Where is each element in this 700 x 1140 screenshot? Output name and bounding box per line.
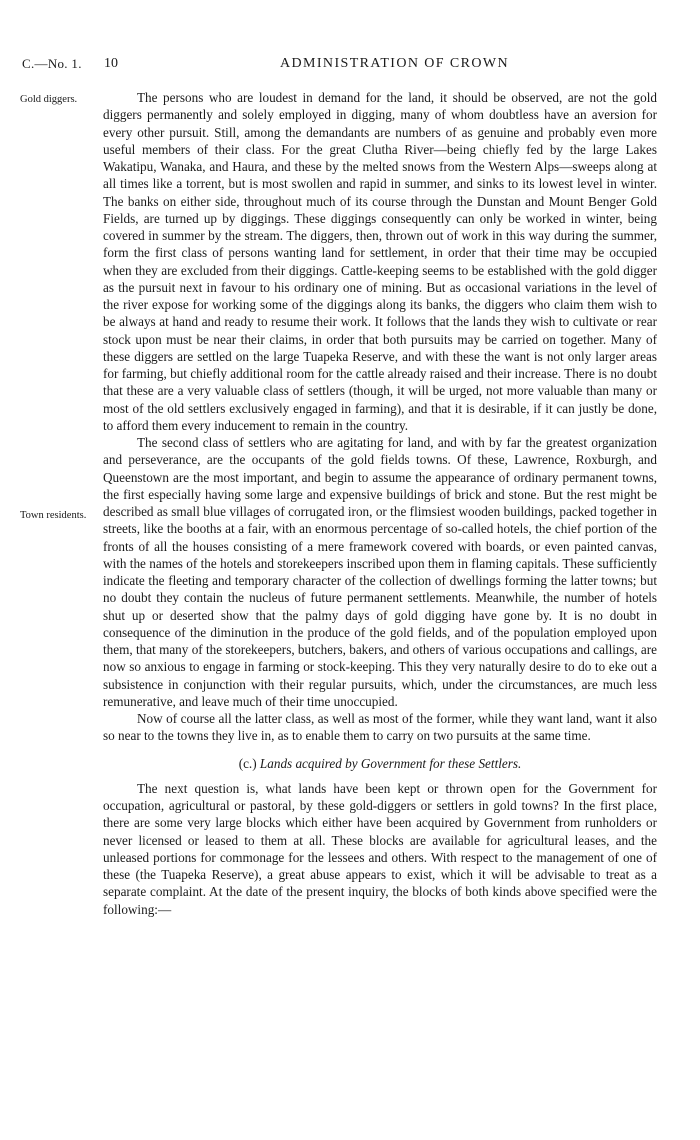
paragraph-lands-question: The next question is, what lands have been kept or thrown open for the Government for occupation, agricultural or pastoral, by these gold-diggers or settlers in gold towns? In the first place, there are some very large blocks which either have been acquired by Government from runholders or never licensed or leased to them at all. These blocks are available for agricultural leases, and the unleased portions for commonage for the lessees and others. With respect to the management of one of these (the Tuapeka Reserve), a great abuse appears to exist, which it will be advisable to treat as a separate complaint. At the date of the present inquiry, the blocks of both kinds above specified were the following:— bbox=[103, 780, 657, 917]
section-label: (c.) bbox=[238, 755, 257, 771]
page-number: 10 bbox=[104, 56, 118, 71]
section-title: Lands acquired by Government for these Settlers. bbox=[259, 755, 522, 771]
section-heading bbox=[103, 755, 657, 772]
margin-note-town-residents: Town residents. bbox=[20, 510, 87, 521]
paragraph-latter-class: Now of course all the latter class, as well as most of the former, while they want land, want it also so near to the towns they live in, as to enable them to carry on two pursuits at the same time. bbox=[103, 711, 657, 744]
margin-note-gold-diggers: Gold diggers. bbox=[20, 94, 78, 105]
paragraph-town-residents: The second class of settlers who are agitating for land, and with by far the greatest organization and perseverance, are the occupants of the gold fields towns. Of these, Lawrence, Roxburgh, and Queenstown are the most important, and begin to assume the appearance of ordinary permanent towns, the first especially having some large and expensive buildings of brick and stone. But the rest might be described as small blue villages of corrugated iron, or the flimsiest wooden buildings, packed together in streets, like the booths at a fair, with an enormous percentage of so-called hotels, the chief portion of the fronts of all the houses consisting of a mere framework covered with boards, or even painted canvas, with the names of the hotels and storekeepers inscribed upon them in flaming capitals. These sufficiently indicate the fleeting and temporary character of the collection of dwellings forming the latter towns; but no doubt they contain the nucleus of future permanent settlements. Meanwhile, the number of hotels shut up or deserted show that the palmy days of gold digging have gone by. It is no doubt in consequence of the diminution in the produce of the gold fields, and of the population employed upon them, that many of the storekeepers, butchers, bakers, and others of various occupations and callings, are now so anxious to engage in farming or stock-keeping. This they very naturally desire to do to eke out a subsistence in conjunction with their regular pursuits, which, under the circumstances, are much less remunerative, and leave much of their time unoccupied. bbox=[103, 435, 657, 709]
running-title: ADMINISTRATION OF CROWN bbox=[280, 56, 509, 71]
paragraph-gold-diggers: The persons who are loudest in demand for the land, it should be observed, are not the gold diggers permanently and solely employed in digging, many of whom doubtless have an aversion for every other pursuit. Still, among the demandants are numbers of as genuine and probably even more useful members of their class. For the great Clutha River—being chiefly fed by the large Lakes Wakatipu, Wanaka, and Haura, and these by the melted snows from the Western Alps—sweeps along at all times like a torrent, but is most swollen and rapid in summer, and sinks to its lowest level in winter. The banks on either side, throughout much of its course through the Dunstan and Mount Benger Gold Fields, are turned up by diggings. These diggings consequently can only be worked in winter, being covered in summer by the stream. The diggers, then, thrown out of work in this way during the summer, form the first class of persons wanting land for settlement, in order that their time may be occupied when they are excluded from their diggings. Cattle-keeping seems to be established with the gold digger as the pursuit next in favour to his ordinary one of mining. But as occasional variations in the level of the river expose for working some of the diggings along its banks, the diggers who claim them wish to be always at hand and ready to resume their work. It follows that the lands they wish to cultivate or rear stock upon must be near their claims, in order that both pursuits may be carried on together. Many of these diggers are settled on the large Tuapeka Reserve, and with these the want is not only larger areas for farming, but chiefly additional room for the cattle already raised and their increase. There is no doubt that these are a very valuable class of settlers (though, it will be urged, not more valuable than many or most of the old settlers exclusively engaged in farming), and that it is desirable, if it can justly be done, to afford them every inducement to remain in the country. bbox=[103, 90, 657, 433]
page-header bbox=[22, 56, 662, 72]
body-text bbox=[103, 89, 657, 918]
document-reference: C.—No. 1. bbox=[22, 56, 82, 71]
